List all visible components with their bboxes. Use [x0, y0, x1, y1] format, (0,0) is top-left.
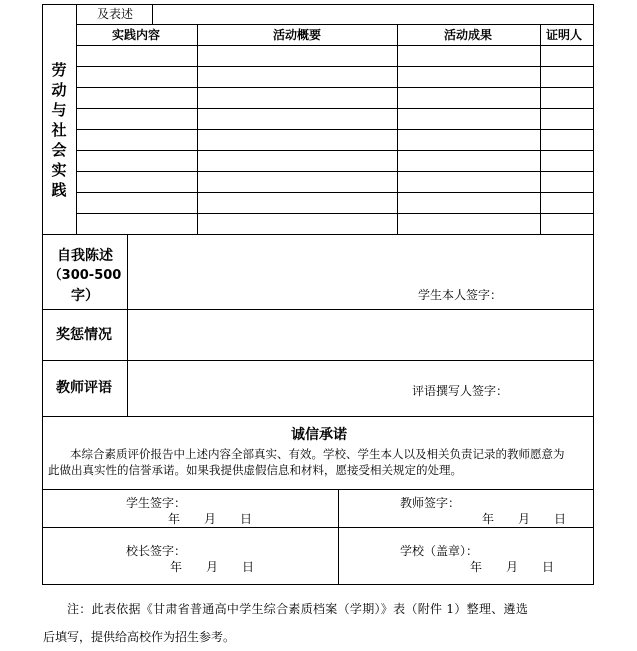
footnote — [43, 595, 593, 651]
col-divider — [397, 24, 398, 235]
row-line — [76, 66, 594, 67]
column-header-summary: 活动概要 — [273, 28, 322, 42]
column-header-result: 活动成果 — [444, 28, 493, 42]
labor-section-label — [43, 60, 75, 200]
teacher-comment-label: 教师评语 — [56, 380, 112, 396]
pledge-text-line1: 本综合素质评价报告中上述内容全部真实、有效。学校、学生本人以及相关负责记录的教师愿意为 — [70, 447, 565, 461]
table-border-top — [42, 4, 594, 5]
pledge-text-line2: 此做出真实性的信誉承诺。如果我提供虚假信息和材料，愿接受相关规定的处理。 — [48, 463, 462, 477]
pledge-title: 诚信承诺 — [291, 427, 347, 443]
section-line — [42, 416, 594, 417]
row-line — [76, 150, 594, 151]
row-line — [76, 108, 594, 109]
pledge-text — [48, 446, 593, 478]
column-header-practice: 实践内容 — [112, 28, 161, 42]
labor-label-char: 社 — [51, 121, 67, 139]
row-line — [76, 45, 594, 46]
header-divider-right — [152, 4, 153, 24]
school-seal-label: 学校（盖章）： — [400, 544, 479, 558]
labor-label-char: 劳 — [51, 61, 67, 79]
labor-label-char: 动 — [51, 81, 67, 99]
labor-label-char: 会 — [51, 141, 67, 159]
labor-label-char: 与 — [51, 101, 67, 119]
self-statement-label-line2: （300-500 — [48, 268, 122, 283]
row-line — [76, 213, 594, 214]
section-line — [42, 489, 594, 490]
row-line — [76, 87, 594, 88]
student-signature-date: 年 月 日 — [168, 512, 253, 526]
col-divider — [197, 24, 198, 235]
col-divider — [540, 24, 541, 235]
teacher-signature-date: 年 月 日 — [482, 512, 567, 526]
section-line — [42, 527, 594, 528]
labor-label-char: 实 — [51, 161, 67, 179]
signature-divider — [338, 489, 339, 585]
footnote-line1: 注：此表依据《甘肃省普通高中学生综合素质档案（学期）》表（附件 1）整理、遴选 — [67, 602, 529, 616]
row-line — [76, 129, 594, 130]
awards-label: 奖惩情况 — [56, 327, 112, 343]
teacher-signature-label: 教师签字： — [400, 496, 461, 510]
student-signature-label: 学生签字： — [126, 496, 187, 510]
header-row-label: 及表述 — [97, 7, 134, 21]
section-line — [42, 234, 594, 235]
column-header-witness: 证明人 — [546, 28, 583, 42]
footnote-line2: 后填写，提供给高校作为招生参考。 — [43, 630, 236, 644]
principal-signature-label: 校长签字： — [126, 544, 187, 558]
section-line — [42, 309, 594, 310]
labor-label-char: 践 — [51, 181, 67, 199]
self-statement-label — [43, 246, 127, 306]
student-self-signature-label: 学生本人签字： — [418, 288, 503, 302]
self-statement-label-line3: 字） — [71, 288, 99, 304]
header-divider-left — [76, 4, 77, 235]
row-line — [76, 171, 594, 172]
table-border-bottom — [42, 584, 594, 585]
table-border-right — [593, 4, 594, 585]
school-seal-date: 年 月 日 — [470, 560, 555, 574]
comment-writer-signature-label: 评语撰写人签字： — [412, 384, 509, 398]
self-statement-label-line1: 自我陈述 — [57, 248, 113, 264]
row-line — [76, 24, 594, 25]
label-col-divider — [127, 234, 128, 416]
principal-signature-date: 年 月 日 — [170, 560, 255, 574]
row-line — [76, 192, 594, 193]
section-line — [42, 360, 594, 361]
